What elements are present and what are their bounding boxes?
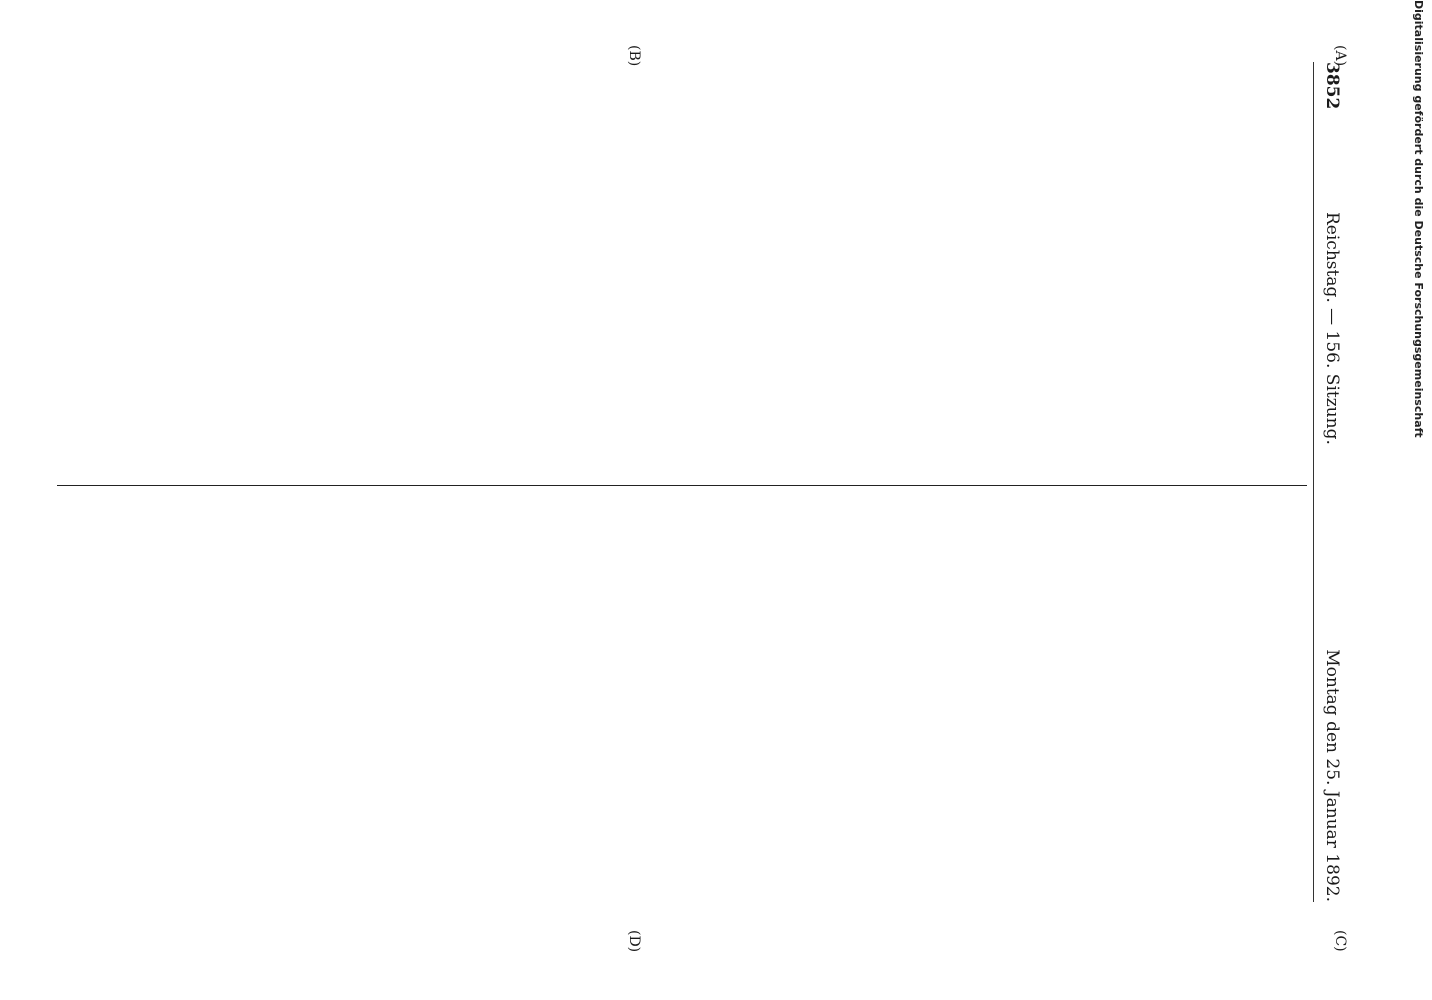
page-header xyxy=(1313,62,1342,902)
margin-mark-c: (C) xyxy=(1332,930,1348,952)
page-number: 3852 xyxy=(1322,62,1342,110)
margin-mark-d: (D) xyxy=(626,930,642,953)
digitization-credit: Digitalisierung gefördert durch die Deutsche Forschungsgemeinschaft xyxy=(1412,0,1425,438)
margin-mark-b: (B) xyxy=(626,45,642,67)
digitization-footer xyxy=(1405,0,1432,1000)
right-text-column xyxy=(64,500,1304,905)
running-head: Reichstag. — 156. Sitzung. xyxy=(1322,212,1342,445)
left-text-column xyxy=(64,70,1304,475)
session-date: Montag den 25. Januar 1892. xyxy=(1322,649,1342,902)
margin-mark-a: (A) xyxy=(1332,45,1348,67)
column-divider xyxy=(57,485,1307,486)
